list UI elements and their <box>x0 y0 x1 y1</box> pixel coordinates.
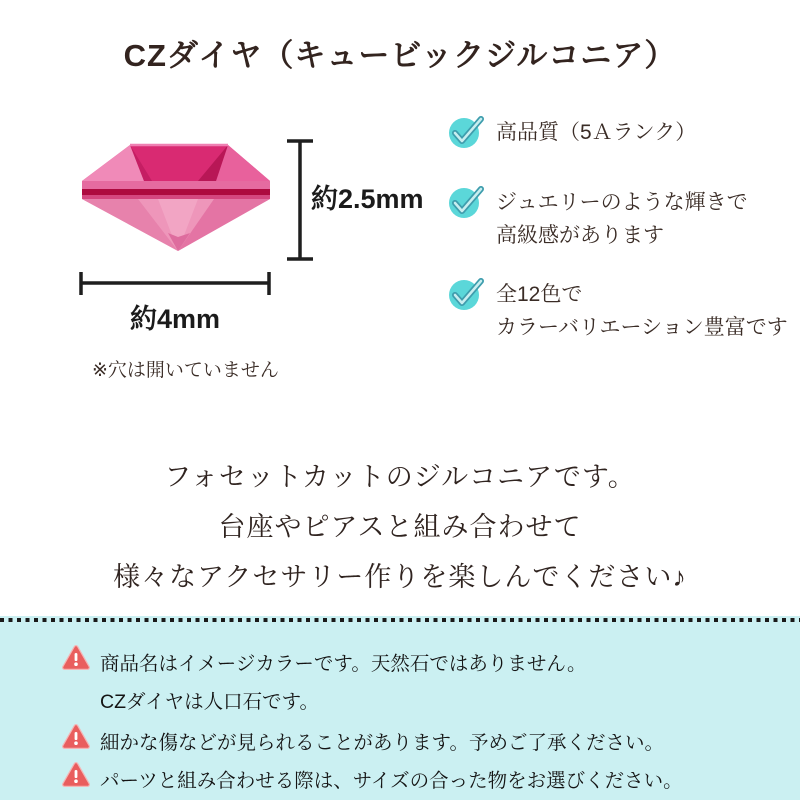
caution-section <box>0 616 800 800</box>
feature-line: カラーバリエーション豊富です <box>496 316 788 339</box>
gem-illustration <box>80 141 272 255</box>
hole-note: ※穴は開いていません <box>92 360 279 381</box>
caution-line: 細かな傷などが見られることがあります。予めご了承ください。 <box>100 732 664 754</box>
description-line: 様々なアクセサリー作りを楽しんでください♪ <box>113 562 687 592</box>
feature-text <box>496 278 788 344</box>
caution-item <box>62 645 587 721</box>
description-line: フォセットカットのジルコニアです。 <box>164 462 636 492</box>
feature-item <box>447 278 788 344</box>
height-dimension-label: 約2.5mm <box>311 184 424 214</box>
feature-line: 高級感があります <box>496 224 664 247</box>
feature-text <box>496 116 696 149</box>
feature-item <box>447 186 748 252</box>
feature-line: 全12色で <box>496 283 583 306</box>
width-dimension-label: 約4mm <box>129 304 221 334</box>
feature-line: ジュエリーのような輝きで <box>496 191 748 214</box>
check-icon <box>447 114 487 150</box>
dotted-divider <box>0 618 800 622</box>
caution-item <box>62 762 683 800</box>
product-description <box>0 452 800 602</box>
description-line: 台座やピアスと組み合わせて <box>218 512 582 542</box>
warning-icon <box>62 645 90 671</box>
feature-item <box>447 116 696 150</box>
caution-item <box>62 724 664 762</box>
width-measure-line <box>77 270 273 298</box>
check-icon <box>447 184 487 220</box>
feature-line: 高品質（5Ａランク） <box>496 121 697 144</box>
feature-text <box>496 186 748 252</box>
warning-icon <box>62 762 90 788</box>
warning-icon <box>62 724 90 750</box>
caution-text <box>100 645 587 721</box>
caution-line: パーツと組み合わせる際は、サイズの合った物をお選びください。 <box>100 770 683 792</box>
caution-text <box>100 724 664 762</box>
caution-line: 商品名はイメージカラーです。天然石ではありません。 <box>100 653 587 675</box>
caution-text <box>100 762 683 800</box>
caution-line: CZダイヤは人口石です。 <box>100 691 320 713</box>
check-icon <box>447 276 487 312</box>
page-title: CZダイヤ（キュービックジルコニア） <box>123 38 677 73</box>
